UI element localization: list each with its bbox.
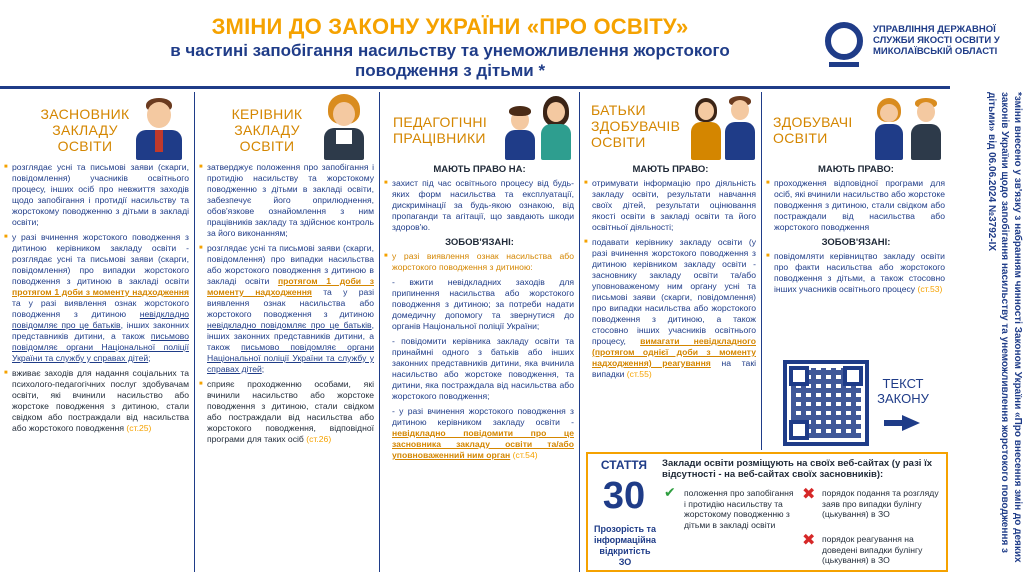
teachers-duties-heading: ЗОБОВ'ЯЗАНІ: xyxy=(445,237,514,248)
parents-right-1: ■ отримувати інформацію про діяльність закладу освіти, результати навчання своїх дітей, результати оцінювання якості освіти в закладі освіти та його освітньої діяльності; xyxy=(585,178,756,233)
logo-icon xyxy=(825,22,863,68)
founder-duty-2: ■ у разі вчинення жорстокого поводження з дитиною керівником закладу освіти - розглядає усні та письмові заяви (скарги, повідомлення) про випадки жорстокого поводження з дитиною в закладі освіти протягом 1 доби з моменту надходження та у разі виявлення ознак жорстокого поводження з дитиною невідкладно повідомляє про це батьків, інших законних представників дитини, а також письмово повідомляє органи Національної поліції України та службу у справах дітей; xyxy=(5,232,189,364)
head-duty-2: ■ розглядає усні та письмові заяви (скарги, повідомлення) про випадки насильства або жорстокого поводження з дитиною в закладі освіти протягом 1 доби з моменту надходження та у разі виявлення ознак насильства або жорстокого поводження з дитиною невідкладно повідомляє про це батьків, інших законних представників дитини, а також письмово повідомляє органи Національної поліції України та службу у справах дітей; xyxy=(200,243,374,375)
article-heading: Заклади освіти розміщують на своїх веб-сайтах (у разі їх відсутності - на веб-сайтах своїх засновників): xyxy=(662,458,933,480)
column-title: ПЕДАГОГІЧНІ ПРАЦІВНИКИ xyxy=(393,114,488,146)
teachers-duty-1: ■ у разі виявлення ознак насильства або жорстокого поводження з дитиною: xyxy=(385,251,574,273)
businessman-icon xyxy=(133,96,185,160)
founder-duty-1: ■ розглядає усні та письмові заяви (скарги, повідомлення) учасників освітнього процесу, інших осіб про невжиття заходів щодо запобігання і протидії насильству та жорстокому поводженню з дітьми в закладі освіти; xyxy=(5,162,189,228)
teachers-rights-heading: МАЮТЬ ПРАВО НА: xyxy=(433,164,526,175)
column-head xyxy=(195,92,380,572)
column-title: ЗДОБУВАЧІ ОСВІТИ xyxy=(773,114,853,146)
article-number: 30 xyxy=(602,475,646,517)
students-rights-heading: МАЮТЬ ПРАВО: xyxy=(818,164,894,175)
column-founder xyxy=(0,92,195,572)
header-divider xyxy=(0,86,950,89)
teachers-icon xyxy=(503,96,575,160)
pointing-hand-icon xyxy=(880,412,924,434)
page-title: ЗМІНИ ДО ЗАКОНУ УКРАЇНИ «ПРО ОСВІТУ» xyxy=(211,14,689,39)
students-right-1: ■ проходження відповідної програми для осіб, які вчинили насильство або жорстоке поводження з дитиною, стали свідком або постраждали від насильства або жорстокого поводження xyxy=(767,178,945,233)
column-teachers xyxy=(380,92,580,572)
article-item-1: положення про запобігання і протидію насильству та жорстокому поводженню з дітьми в закладі освіти xyxy=(684,488,794,530)
teachers-duty-4: - у разі вчинення жорстокого поводження з дитиною керівником закладу освіти - невідкладно повідомити про це засновника закладу освіти та/або уповноваженний ним орган (ст.54) xyxy=(392,406,574,460)
side-footnote xyxy=(952,92,1024,576)
column-title: БАТЬКИ ЗДОБУВАЧІВ ОСВІТИ xyxy=(591,102,681,150)
students-duties-heading: ЗОБОВ'ЯЗАНІ: xyxy=(821,237,891,248)
cross-icon: ✖ xyxy=(802,532,816,549)
teachers-right-1: ■ захист під час освітнього процесу від будь-яких форм насильства та експлуатації, дискримінації за будь-якою ознакою, від пропаганди та агітації, що завдають шкоди здоров'ю. xyxy=(385,178,574,233)
footnote-text: *зміни внесено у зв'язку з набранням чинності Законом України «Про внесення змін до деяких законів України щодо запобігання насильству та унеможливлення жорстокого поводження з дітьми» від 06.06.2024 №3792-IX xyxy=(986,92,1023,563)
students-icon xyxy=(871,94,947,160)
head-duty-3: ■ сприяє проходженню особами, які вчинили насильство або жорстоке поводження з дитиною, стали свідком або постраждали від насильства або жорстокого поводження, відповідної програми для таких осіб (ст.26) xyxy=(200,379,374,445)
parents-right-2: ■ подавати керівнику закладу освіти (у разі вчинення жорстокого поводження з дитиною керівником закладу освіти - засновнику закладу освіти та/або уповноваженому ним органу усні та письмові заяви (скарги, повідомлення) про випадки насильства або жорстокого поводження з дитиною, а також стосовно інших учасників освітнього процесу, вимагати невідкладного (протягом однієї доби з моменту надходження) реагування на такі випадки (ст.55) xyxy=(585,237,756,380)
column-parents xyxy=(580,92,762,450)
teachers-duty-2: - вжити невідкладних заходів для припинення насильства або жорстокого поводження з дитиною; за потреби надати домедичну допомогу та звернутися до органів Національної поліції України; xyxy=(392,277,574,331)
check-icon: ✔ xyxy=(664,484,676,500)
page-subtitle: в частині запобігання насильству та унеможливлення жорстокого поводження з дітьми * xyxy=(170,41,730,80)
column-title: ЗАСНОВНИК ЗАКЛАДУ ОСВІТИ xyxy=(40,106,130,154)
header xyxy=(0,0,1024,88)
org-name: УПРАВЛІННЯ ДЕРЖАВНОЇ СЛУЖБИ ЯКОСТІ ОСВІТИ У МИКОЛАЇВСЬКІЙ ОБЛАСТІ xyxy=(873,24,1000,57)
cross-icon: ✖ xyxy=(802,486,816,503)
teacher-woman-icon xyxy=(318,94,370,160)
parents-icon xyxy=(689,94,759,160)
founder-duty-3: ■ вживає заходів для надання соціальних та психолого-педагогічних послуг здобувачам освіти, які вчинили насильство або жорстоке поводження з дитиною, стали свідком або постраждали від насильства або жорстокого поводження (ст.25) xyxy=(5,368,189,434)
head-duty-1: ■ затверджує положення про запобігання і протидію насильству та жорстокому поводженню з дітьми в закладі освіти, забезпечує його оприлюднення, обов'язкове ознайомлення з ним працівників закладу та здійснює контроль за його виконанням; xyxy=(200,162,374,239)
parents-rights-heading: МАЮТЬ ПРАВО: xyxy=(632,164,709,175)
article-30-box xyxy=(586,452,948,572)
column-title: КЕРІВНИК ЗАКЛАДУ ОСВІТИ xyxy=(231,106,303,154)
article-label: СТАТТЯ xyxy=(600,458,648,472)
article-item-3: порядок реагування на доведені випадки булінгу (цькування) в ЗО xyxy=(822,534,923,565)
article-subtitle: Прозорість та інформаційна відкритість ЗО xyxy=(593,524,657,567)
law-text-label: ТЕКСТ ЗАКОНУ xyxy=(877,376,929,406)
students-duty-1: ■ повідомляти керівництво закладу освіти про факти насильства або жорстокого поводження з дітьми, а також стосовно інших учасників освітнього процесу (ст.53) xyxy=(767,251,945,295)
article-item-2: порядок подання та розгляду заяв про випадки булінгу (цькування) в ЗО xyxy=(822,488,939,519)
qr-code-icon[interactable] xyxy=(783,360,869,446)
teachers-duty-3: - повідомити керівника закладу освіти та принаймні одного з батьків або інших законних представників дитини, яка вчинила насильство або жорстоке поводження, та дитини, яка постраждала від насильства або жорстокого поводження; xyxy=(392,336,574,401)
